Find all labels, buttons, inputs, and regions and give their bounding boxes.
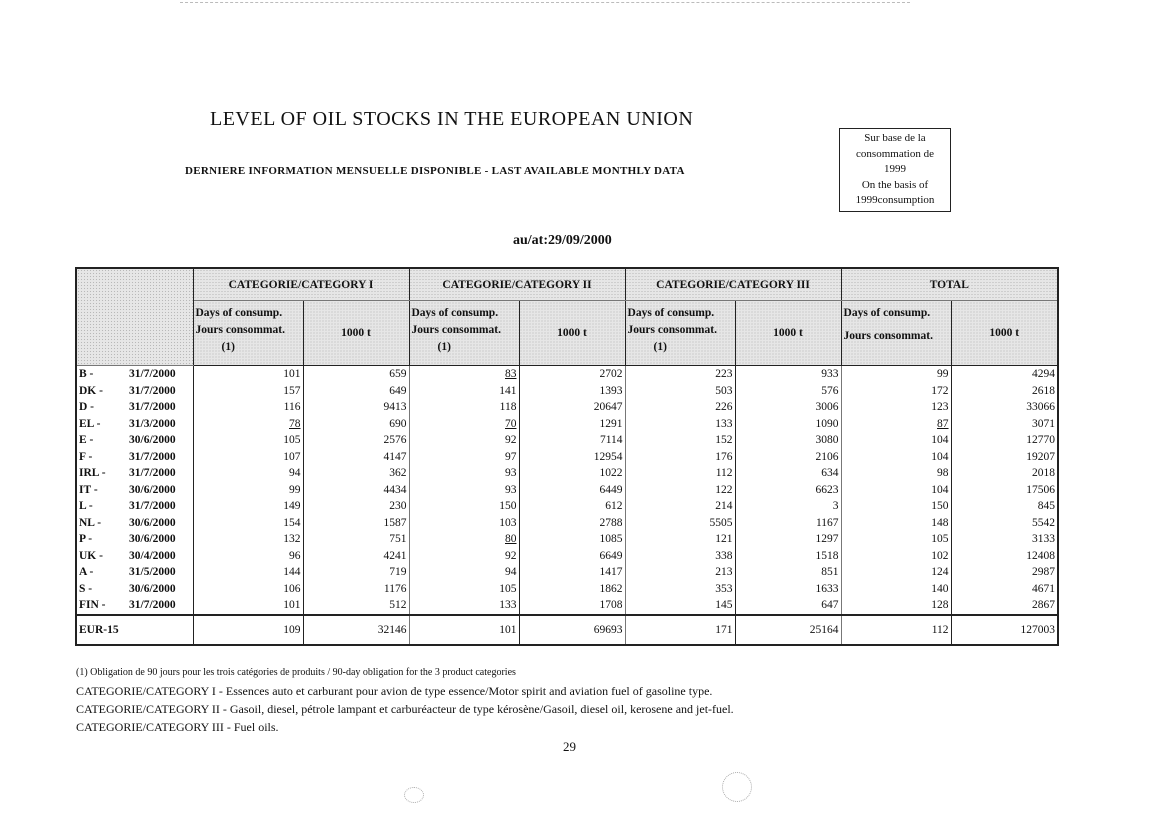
scan-smudge bbox=[722, 772, 752, 802]
country-cell bbox=[76, 498, 193, 515]
report-date: 30/4/2000 bbox=[129, 549, 176, 562]
country-cell bbox=[76, 548, 193, 565]
days-note: (1) bbox=[653, 341, 667, 353]
table-row bbox=[76, 581, 1058, 598]
country-code: A - bbox=[79, 566, 94, 579]
total-tonnes-cell: 33066 bbox=[1026, 401, 1056, 414]
c2-tonnes-cell: 612 bbox=[519, 498, 625, 515]
c2-days-cell: 83 bbox=[409, 366, 519, 383]
country-cell bbox=[76, 515, 193, 532]
country-cell bbox=[76, 482, 193, 499]
c3-days-cell: 122 bbox=[625, 482, 735, 499]
total-tonnes-cell: 5542 bbox=[1032, 516, 1056, 529]
c3-days-cell: 112 bbox=[625, 465, 735, 482]
report-date: 30/6/2000 bbox=[129, 516, 176, 529]
c2-tonnes-cell: 1085 bbox=[519, 531, 625, 548]
c1-days-cell: 132 bbox=[193, 531, 303, 548]
c2-days-cell: 118 bbox=[409, 399, 519, 416]
c1-days-cell: 101 bbox=[193, 366, 303, 383]
footnote-category-2: CATEGORIE/CATEGORY II - Gasoil, diesel, pétrole lampant et carburéacteur de type kérosène/Gasoil, diesel oil, kerosene and jet-fuel. bbox=[76, 702, 734, 716]
days-label-fr: Jours consommat. bbox=[195, 324, 285, 336]
table-row bbox=[76, 597, 1058, 615]
oil-stocks-table-wrapper bbox=[75, 267, 1057, 646]
country-code: E - bbox=[79, 434, 94, 447]
total-tonnes-cell: 3133 bbox=[1032, 533, 1056, 546]
country-code: FIN - bbox=[79, 599, 106, 612]
country-code: UK - bbox=[79, 549, 103, 562]
country-code: F - bbox=[79, 450, 93, 463]
c1-tonnes-cell: 690 bbox=[303, 416, 409, 433]
page-subtitle: DERNIERE INFORMATION MENSUELLE DISPONIBLE - LAST AVAILABLE MONTHLY DATA bbox=[185, 165, 685, 177]
total-days-cell: 104 bbox=[841, 449, 951, 466]
c2-tonnes-cell: 2702 bbox=[519, 366, 625, 383]
country-code: DK - bbox=[79, 384, 103, 397]
days-label-en: Days of consump. bbox=[195, 307, 283, 319]
page-title: LEVEL OF OIL STOCKS IN THE EUROPEAN UNION bbox=[210, 108, 694, 130]
c2-days-cell: 92 bbox=[409, 432, 519, 449]
report-date: 30/6/2000 bbox=[129, 533, 176, 546]
c3-tonnes-cell: 1090 bbox=[735, 416, 841, 433]
c2-days-cell: 97 bbox=[409, 449, 519, 466]
table-row bbox=[76, 515, 1058, 532]
header-category-3: CATEGORIE/CATEGORY III bbox=[625, 268, 841, 301]
c2-days-cell: 93 bbox=[409, 465, 519, 482]
country-cell bbox=[76, 399, 193, 416]
total-row bbox=[76, 615, 1058, 645]
table-row bbox=[76, 383, 1058, 400]
c3-tonnes-cell: 1297 bbox=[735, 531, 841, 548]
footnote-category-1: CATEGORIE/CATEGORY I - Essences auto et carburant pour avion de type essence/Motor spirit and aviation fuel of gasoline type. bbox=[76, 684, 713, 698]
c3-tonnes-cell: 2106 bbox=[735, 449, 841, 466]
total-tonnes-cell: 17506 bbox=[1026, 483, 1056, 496]
total-c1-tonnes: 32146 bbox=[303, 615, 409, 645]
country-cell bbox=[76, 432, 193, 449]
unit-header: 1000 t bbox=[303, 301, 409, 366]
table-row bbox=[76, 531, 1058, 548]
basis-line: On the basis of bbox=[861, 178, 929, 191]
country-cell bbox=[76, 597, 193, 615]
days-header bbox=[193, 301, 303, 366]
footnotes bbox=[76, 664, 734, 736]
total-label: EUR-15 bbox=[76, 615, 193, 645]
total-days-cell: 124 bbox=[841, 564, 951, 581]
c3-tonnes-cell: 1633 bbox=[735, 581, 841, 598]
report-date: 31/7/2000 bbox=[129, 384, 176, 397]
c1-tonnes-cell: 4434 bbox=[303, 482, 409, 499]
reference-date: au/at:29/09/2000 bbox=[513, 233, 612, 248]
total-tonnes-cell: 4294 bbox=[1032, 368, 1056, 381]
total-c2-tonnes: 69693 bbox=[519, 615, 625, 645]
c1-days-cell: 105 bbox=[193, 432, 303, 449]
basis-line: consommation de bbox=[856, 147, 934, 160]
c1-tonnes-cell: 2576 bbox=[303, 432, 409, 449]
total-all-days: 112 bbox=[841, 615, 951, 645]
days-label-en: Days of consump. bbox=[627, 307, 715, 319]
country-code: P - bbox=[79, 533, 93, 546]
total-tonnes-cell: 12408 bbox=[1026, 549, 1056, 562]
country-cell bbox=[76, 564, 193, 581]
total-days-cell: 150 bbox=[841, 498, 951, 515]
c3-tonnes-cell: 3006 bbox=[735, 399, 841, 416]
table-row bbox=[76, 366, 1058, 383]
c1-tonnes-cell: 512 bbox=[303, 597, 409, 615]
days-label-en: Days of consump. bbox=[411, 307, 499, 319]
report-date: 30/6/2000 bbox=[129, 483, 176, 496]
c1-days-cell: 116 bbox=[193, 399, 303, 416]
days-header bbox=[625, 301, 735, 366]
total-tonnes-cell: 2867 bbox=[1032, 599, 1056, 612]
c3-tonnes-cell: 647 bbox=[735, 597, 841, 615]
country-cell bbox=[76, 449, 193, 466]
category-header-row bbox=[76, 268, 1058, 301]
c3-days-cell: 152 bbox=[625, 432, 735, 449]
report-date: 31/7/2000 bbox=[129, 599, 176, 612]
c3-days-cell: 503 bbox=[625, 383, 735, 400]
scan-smudge bbox=[404, 787, 424, 803]
table-row bbox=[76, 482, 1058, 499]
c1-days-cell: 149 bbox=[193, 498, 303, 515]
c2-days-cell: 103 bbox=[409, 515, 519, 532]
country-cell bbox=[76, 531, 193, 548]
footnote-category-3: CATEGORIE/CATEGORY III - Fuel oils. bbox=[76, 720, 279, 734]
c1-days-cell: 157 bbox=[193, 383, 303, 400]
c2-days-cell: 70 bbox=[409, 416, 519, 433]
report-date: 31/7/2000 bbox=[129, 500, 176, 513]
total-c1-days: 109 bbox=[193, 615, 303, 645]
c3-tonnes-cell: 3080 bbox=[735, 432, 841, 449]
table-row bbox=[76, 465, 1058, 482]
country-code: B - bbox=[79, 368, 94, 381]
total-days-cell: 87 bbox=[841, 416, 951, 433]
total-days-cell: 123 bbox=[841, 399, 951, 416]
header-total: TOTAL bbox=[841, 268, 1058, 301]
c2-tonnes-cell: 1708 bbox=[519, 597, 625, 615]
c2-days-cell: 133 bbox=[409, 597, 519, 615]
report-date: 31/7/2000 bbox=[129, 401, 176, 414]
total-days-cell: 148 bbox=[841, 515, 951, 532]
basis-line: Sur base de la bbox=[864, 132, 926, 144]
c2-days-cell: 105 bbox=[409, 581, 519, 598]
consumption-basis-box bbox=[839, 128, 951, 212]
c2-tonnes-cell: 12954 bbox=[519, 449, 625, 466]
unit-header: 1000 t bbox=[519, 301, 625, 366]
total-tonnes-cell: 2987 bbox=[1032, 566, 1056, 579]
total-tonnes-cell: 4671 bbox=[1032, 582, 1056, 595]
country-code: L - bbox=[79, 500, 93, 513]
c3-days-cell: 121 bbox=[625, 531, 735, 548]
c1-tonnes-cell: 362 bbox=[303, 465, 409, 482]
country-cell bbox=[76, 581, 193, 598]
total-days-cell: 172 bbox=[841, 383, 951, 400]
c3-tonnes-cell: 576 bbox=[735, 383, 841, 400]
days-label-en: Days of consump. bbox=[843, 307, 931, 319]
header-corner bbox=[76, 268, 193, 366]
c1-tonnes-cell: 719 bbox=[303, 564, 409, 581]
c2-tonnes-cell: 1291 bbox=[519, 416, 625, 433]
c2-days-cell: 92 bbox=[409, 548, 519, 565]
c3-tonnes-cell: 634 bbox=[735, 465, 841, 482]
country-code: IRL - bbox=[79, 467, 106, 480]
c1-tonnes-cell: 1176 bbox=[303, 581, 409, 598]
days-label-fr: Jours consommat. bbox=[843, 330, 933, 342]
c1-tonnes-cell: 751 bbox=[303, 531, 409, 548]
table-row bbox=[76, 432, 1058, 449]
c1-tonnes-cell: 649 bbox=[303, 383, 409, 400]
c1-days-cell: 101 bbox=[193, 597, 303, 615]
c2-tonnes-cell: 7114 bbox=[519, 432, 625, 449]
oil-stocks-table bbox=[75, 267, 1059, 646]
c2-days-cell: 93 bbox=[409, 482, 519, 499]
c3-tonnes-cell: 1167 bbox=[735, 515, 841, 532]
c1-days-cell: 99 bbox=[193, 482, 303, 499]
c3-tonnes-cell: 851 bbox=[735, 564, 841, 581]
footnote-obligation: (1) Obligation de 90 jours pour les trois catégories de produits / 90-day obligation for the 3 product categories bbox=[76, 667, 516, 678]
total-days-cell: 128 bbox=[841, 597, 951, 615]
c3-tonnes-cell: 933 bbox=[735, 366, 841, 383]
c2-tonnes-cell: 1862 bbox=[519, 581, 625, 598]
total-tonnes-cell: 2018 bbox=[1032, 467, 1056, 480]
table-row bbox=[76, 416, 1058, 433]
total-tonnes-cell: 19207 bbox=[1026, 450, 1056, 463]
c3-days-cell: 226 bbox=[625, 399, 735, 416]
header-category-1: CATEGORIE/CATEGORY I bbox=[193, 268, 409, 301]
c2-days-cell: 80 bbox=[409, 531, 519, 548]
c1-tonnes-cell: 4147 bbox=[303, 449, 409, 466]
c2-days-cell: 150 bbox=[409, 498, 519, 515]
c3-tonnes-cell: 1518 bbox=[735, 548, 841, 565]
c2-tonnes-cell: 2788 bbox=[519, 515, 625, 532]
c1-tonnes-cell: 4241 bbox=[303, 548, 409, 565]
days-note: (1) bbox=[437, 341, 451, 353]
basis-line: 1999 bbox=[884, 163, 906, 175]
c3-tonnes-cell: 6623 bbox=[735, 482, 841, 499]
c3-days-cell: 223 bbox=[625, 366, 735, 383]
report-date: 31/7/2000 bbox=[129, 467, 176, 480]
c1-days-cell: 78 bbox=[193, 416, 303, 433]
table-row bbox=[76, 548, 1058, 565]
c3-days-cell: 213 bbox=[625, 564, 735, 581]
country-code: S - bbox=[79, 582, 93, 595]
c1-days-cell: 154 bbox=[193, 515, 303, 532]
basis-line: 1999consumption bbox=[855, 194, 935, 206]
c3-days-cell: 133 bbox=[625, 416, 735, 433]
country-cell bbox=[76, 465, 193, 482]
c1-days-cell: 96 bbox=[193, 548, 303, 565]
days-label-fr: Jours consommat. bbox=[627, 324, 717, 336]
subheader-row bbox=[76, 301, 1058, 366]
total-days-cell: 98 bbox=[841, 465, 951, 482]
table-row bbox=[76, 449, 1058, 466]
c3-days-cell: 145 bbox=[625, 597, 735, 615]
days-header bbox=[409, 301, 519, 366]
total-days-cell: 104 bbox=[841, 432, 951, 449]
country-code: EL - bbox=[79, 417, 101, 430]
table-body bbox=[76, 366, 1058, 615]
total-c3-days: 171 bbox=[625, 615, 735, 645]
report-date: 31/7/2000 bbox=[129, 450, 176, 463]
total-tonnes-cell: 2618 bbox=[1032, 384, 1056, 397]
c3-days-cell: 5505 bbox=[625, 515, 735, 532]
table-row bbox=[76, 498, 1058, 515]
report-date: 31/5/2000 bbox=[129, 566, 176, 579]
c1-tonnes-cell: 1587 bbox=[303, 515, 409, 532]
days-note: (1) bbox=[221, 341, 235, 353]
unit-header: 1000 t bbox=[951, 301, 1058, 366]
c2-days-cell: 141 bbox=[409, 383, 519, 400]
c3-days-cell: 176 bbox=[625, 449, 735, 466]
c3-tonnes-cell: 3 bbox=[735, 498, 841, 515]
total-tonnes-cell: 12770 bbox=[1026, 434, 1056, 447]
c1-tonnes-cell: 659 bbox=[303, 366, 409, 383]
table-row bbox=[76, 399, 1058, 416]
c1-days-cell: 106 bbox=[193, 581, 303, 598]
total-c2-days: 101 bbox=[409, 615, 519, 645]
total-days-cell: 104 bbox=[841, 482, 951, 499]
country-cell bbox=[76, 416, 193, 433]
report-date: 30/6/2000 bbox=[129, 582, 176, 595]
total-c3-tonnes: 25164 bbox=[735, 615, 841, 645]
c2-tonnes-cell: 1393 bbox=[519, 383, 625, 400]
country-cell bbox=[76, 383, 193, 400]
days-label-fr: Jours consommat. bbox=[411, 324, 501, 336]
total-tonnes-cell: 845 bbox=[1037, 500, 1056, 513]
table-row bbox=[76, 564, 1058, 581]
report-date: 30/6/2000 bbox=[129, 434, 176, 447]
c1-tonnes-cell: 9413 bbox=[303, 399, 409, 416]
total-all-tonnes: 127003 bbox=[951, 615, 1058, 645]
page-number: 29 bbox=[563, 739, 576, 754]
c2-days-cell: 94 bbox=[409, 564, 519, 581]
total-days-cell: 105 bbox=[841, 531, 951, 548]
days-header bbox=[841, 301, 951, 366]
country-code: D - bbox=[79, 401, 95, 414]
total-days-cell: 102 bbox=[841, 548, 951, 565]
country-cell bbox=[76, 366, 193, 383]
top-scan-rule bbox=[180, 2, 910, 3]
c2-tonnes-cell: 1022 bbox=[519, 465, 625, 482]
c1-days-cell: 94 bbox=[193, 465, 303, 482]
c1-tonnes-cell: 230 bbox=[303, 498, 409, 515]
c2-tonnes-cell: 1417 bbox=[519, 564, 625, 581]
country-code: IT - bbox=[79, 483, 98, 496]
c3-days-cell: 353 bbox=[625, 581, 735, 598]
total-days-cell: 140 bbox=[841, 581, 951, 598]
c1-days-cell: 144 bbox=[193, 564, 303, 581]
c1-days-cell: 107 bbox=[193, 449, 303, 466]
report-date: 31/3/2000 bbox=[129, 417, 176, 430]
header-category-2: CATEGORIE/CATEGORY II bbox=[409, 268, 625, 301]
c3-days-cell: 338 bbox=[625, 548, 735, 565]
unit-header: 1000 t bbox=[735, 301, 841, 366]
c2-tonnes-cell: 6449 bbox=[519, 482, 625, 499]
c2-tonnes-cell: 20647 bbox=[519, 399, 625, 416]
total-days-cell: 99 bbox=[841, 366, 951, 383]
c2-tonnes-cell: 6649 bbox=[519, 548, 625, 565]
report-date: 31/7/2000 bbox=[129, 368, 176, 381]
total-tonnes-cell: 3071 bbox=[1032, 417, 1056, 430]
country-code: NL - bbox=[79, 516, 102, 529]
c3-days-cell: 214 bbox=[625, 498, 735, 515]
